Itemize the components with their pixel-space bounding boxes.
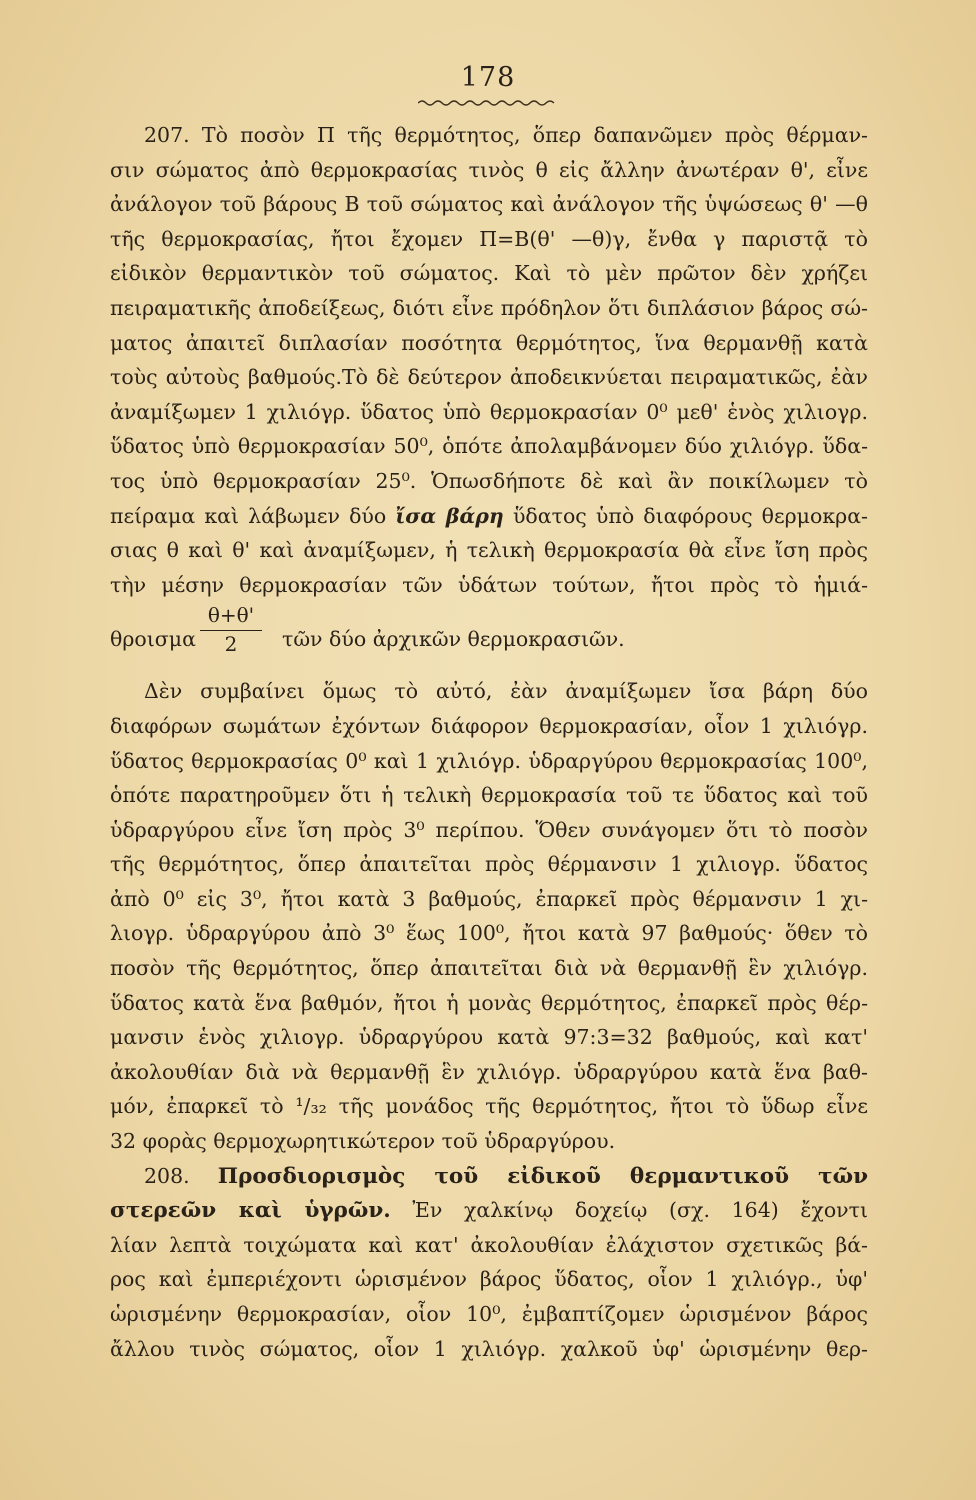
line-text: ὡρισμένην θερμοκρασίαν, οἷον 10⁰, ἐμβαπτίζομεν ὡρισμένον βάρος [110, 1302, 868, 1326]
text-line [110, 1193, 868, 1228]
text-line [110, 291, 868, 326]
line-text: ὕδατος ὑπὸ θερμοκρασίαν 50⁰, ὁπότε ἀπολαμβάνομεν δύο χιλιόγρ. ὕδα- [110, 434, 868, 459]
line-text: ἀνάλογον τοῦ βάρους Β τοῦ σώματος καὶ ἀνάλογον τῆς ὑψώσεως θ' —θ [110, 192, 868, 217]
paragraph-207 [110, 118, 868, 602]
line-text: ποσὸν τῆς θερμότητος, ὅπερ ἀπαιτεῖται διὰ νὰ θερμανθῇ ἓν χιλιόγρ. [110, 956, 868, 981]
page-number: 178 [460, 62, 516, 93]
text-line [110, 709, 868, 744]
text-line [110, 1020, 868, 1055]
paragraph-continuation [110, 674, 868, 1366]
text-line [110, 986, 868, 1021]
line-text: πειραματικῆς ἀποδείξεως, διότι εἶνε πρόδηλον ὅτι διπλάσιον βάρος σώ- [110, 295, 868, 320]
line-text-post: ὕδατος ὑπὸ διαφόρους θερμοκρα- [503, 503, 868, 528]
text-line [110, 1124, 868, 1159]
body-text [110, 118, 868, 1366]
emphasis-text: ἴσα βάρη [395, 503, 504, 528]
line-text: τῆς θερμοκρασίας, ἤτοι ἔχομεν Π=Β(θ' —θ)γ, ἔνθα γ παριστᾷ τὸ [110, 226, 868, 251]
line-text-pre: 208. [144, 1163, 218, 1188]
line-text-pre: πείραμα καὶ λάβωμεν δύο [110, 503, 396, 528]
text-line [110, 222, 868, 257]
text-line [110, 360, 868, 395]
text-line [110, 778, 868, 813]
line-text: 207. Τὸ ποσὸν Π τῆς θερμότητος, ὅπερ δαπανῶμεν πρὸς θέρμαν- [144, 123, 868, 147]
text-line [110, 813, 868, 848]
text-line [110, 1228, 868, 1263]
text-line [110, 429, 868, 464]
text-line [110, 153, 868, 188]
fraction [200, 602, 262, 657]
section-heading: στερεῶν καὶ ὑγρῶν. [110, 1198, 391, 1224]
text-line [110, 951, 868, 986]
line-text: Δὲν συμβαίνει ὅμως τὸ αὐτό, ἐὰν ἀναμίξωμεν ἴσα βάρη δύο [144, 679, 868, 704]
line-text: ὕδατος κατὰ ἕνα βαθμόν, ἤτοι ἡ μονὰς θερμότητος, ἐπαρκεῖ πρὸς θέρ- [110, 990, 868, 1015]
text-line [110, 916, 868, 951]
line-text: μανσιν ἑνὸς χιλιογρ. ὑδραργύρου κατὰ 97:3=32 βαθμούς, καὶ κατ' [110, 1025, 868, 1050]
section-heading: Προσδιορισμὸς τοῦ εἰδικοῦ θερμαντικοῦ τῶν [217, 1163, 868, 1189]
text-line [110, 187, 868, 222]
line-text: ἀπὸ 0⁰ εἰς 3⁰, ἤτοι κατὰ 3 βαθμούς, ἐπαρκεῖ πρὸς θέρμανσιν 1 χι- [110, 886, 868, 911]
text-line [110, 1297, 868, 1332]
text-line [110, 568, 868, 603]
fraction-denominator: 2 [224, 632, 238, 657]
line-text: λίαν λεπτὰ τοιχώματα καὶ κατ' ἀκολουθίαν ἐλάχιστον σχετικῶς βά- [110, 1232, 868, 1257]
text-line [110, 326, 868, 361]
fraction-numerator: θ+θ' [207, 603, 255, 628]
line-text: τῆς θερμότητος, ὅπερ ἀπαιτεῖται πρὸς θέρμανσιν 1 χιλιογρ. ὕδατος [110, 852, 868, 877]
line-text: ρος καὶ ἐμπεριέχοντι ὡρισμένον βάρος ὕδατος, οἷον 1 χιλιόγρ., ὑφ' [110, 1267, 868, 1292]
text-line [110, 847, 868, 882]
line-text: τοὺς αὐτοὺς βαθμούς.Τὸ δὲ δεύτερον ἀποδεικνύεται πειραματικῶς, ἐὰν [110, 365, 868, 390]
line-text: τος ὑπὸ θερμοκρασίαν 25⁰. Ὁπωσδήποτε δὲ καὶ ἂν ποικίλωμεν τὸ [110, 468, 868, 493]
line-text: σιας θ καὶ θ' καὶ ἀναμίξωμεν, ἡ τελικὴ θερμοκρασία θὰ εἶνε ἴση πρὸς [110, 538, 868, 563]
text-line [110, 499, 868, 534]
text-line [110, 744, 868, 779]
line-text: ἀναμίξωμεν 1 χιλιόγρ. ὕδατος ὑπὸ θερμοκρασίαν 0⁰ μεθ' ἑνὸς χιλιογρ. [110, 399, 868, 424]
text-line [110, 395, 868, 430]
ornamental-wave-rule [418, 98, 558, 108]
line-text: εἰδικὸν θερμαντικὸν τοῦ σώματος. Καὶ τὸ μὲν πρῶτον δὲν χρήζει [110, 261, 868, 286]
line-text: μόν, ἐπαρκεῖ τὸ ¹/₃₂ τῆς μονάδος τῆς θερμότητος, ἤτοι τὸ ὕδωρ εἶνε [110, 1094, 868, 1119]
text-line [110, 1089, 868, 1124]
text-line [110, 882, 868, 917]
line-text: ἄλλου τινὸς σώματος, οἷον 1 χιλιόγρ. χαλκοῦ ὑφ' ὡρισμένην θερ- [110, 1336, 868, 1361]
line-text: σιν σώματος ἀπὸ θερμοκρασίας τινὸς θ εἰς ἄλλην ἀνωτέραν θ', εἶνε [110, 157, 868, 182]
line-text-post: Ἐν χαλκίνῳ δοχείῳ (σχ. 164) ἔχοντι [390, 1198, 868, 1223]
text-line [110, 1055, 868, 1090]
line-text: τὴν μέσην θερμοκρασίαν τῶν ὑδάτων τούτων, ἤτοι πρὸς τὸ ἡμιά- [110, 572, 868, 597]
fraction-line [110, 602, 868, 674]
line-text: ὕδατος θερμοκρασίας 0⁰ καὶ 1 χιλιόγρ. ὑδραργύρου θερμοκρασίας 100⁰, [110, 748, 868, 773]
text-line [110, 674, 868, 709]
line-text: λιογρ. ὑδραργύρου ἀπὸ 3⁰ ἕως 100⁰, ἤτοι κατὰ 97 βαθμούς· ὅθεν τὸ [110, 921, 868, 946]
line-text: ματος ἀπαιτεῖ διπλασίαν ποσότητα θερμότητος, ἵνα θερμανθῇ κατὰ [110, 330, 868, 355]
line-text: 32 φορὰς θερμοχωρητικώτερον τοῦ ὑδραργύρου. [110, 1129, 616, 1154]
line-text: ἀκολουθίαν διὰ νὰ θερμανθῇ ἓν χιλιόγρ. ὑδραργύρου κατὰ ἕνα βαθ- [110, 1059, 868, 1084]
line-text: ὑδραργύρου εἶνε ἴση πρὸς 3⁰ περίπου. Ὅθεν συνάγομεν ὅτι τὸ ποσὸν [110, 817, 868, 842]
text-line [110, 256, 868, 291]
fraction-prefix: θροισμα [110, 627, 196, 652]
line-text: ὁπότε παρατηροῦμεν ὅτι ἡ τελικὴ θερμοκρασία τοῦ τε ὕδατος καὶ τοῦ [110, 783, 868, 808]
text-line [110, 1262, 868, 1297]
text-line [110, 464, 868, 499]
text-line [110, 533, 868, 568]
line-text: διαφόρων σωμάτων ἐχόντων διάφορον θερμοκρασίαν, οἷον 1 χιλιόγρ. [110, 713, 868, 738]
text-line [110, 1332, 868, 1367]
fraction-suffix: τῶν δύο ἀρχικῶν θερμοκρασιῶν. [282, 627, 625, 652]
text-line [110, 1159, 868, 1194]
text-line [110, 118, 868, 153]
